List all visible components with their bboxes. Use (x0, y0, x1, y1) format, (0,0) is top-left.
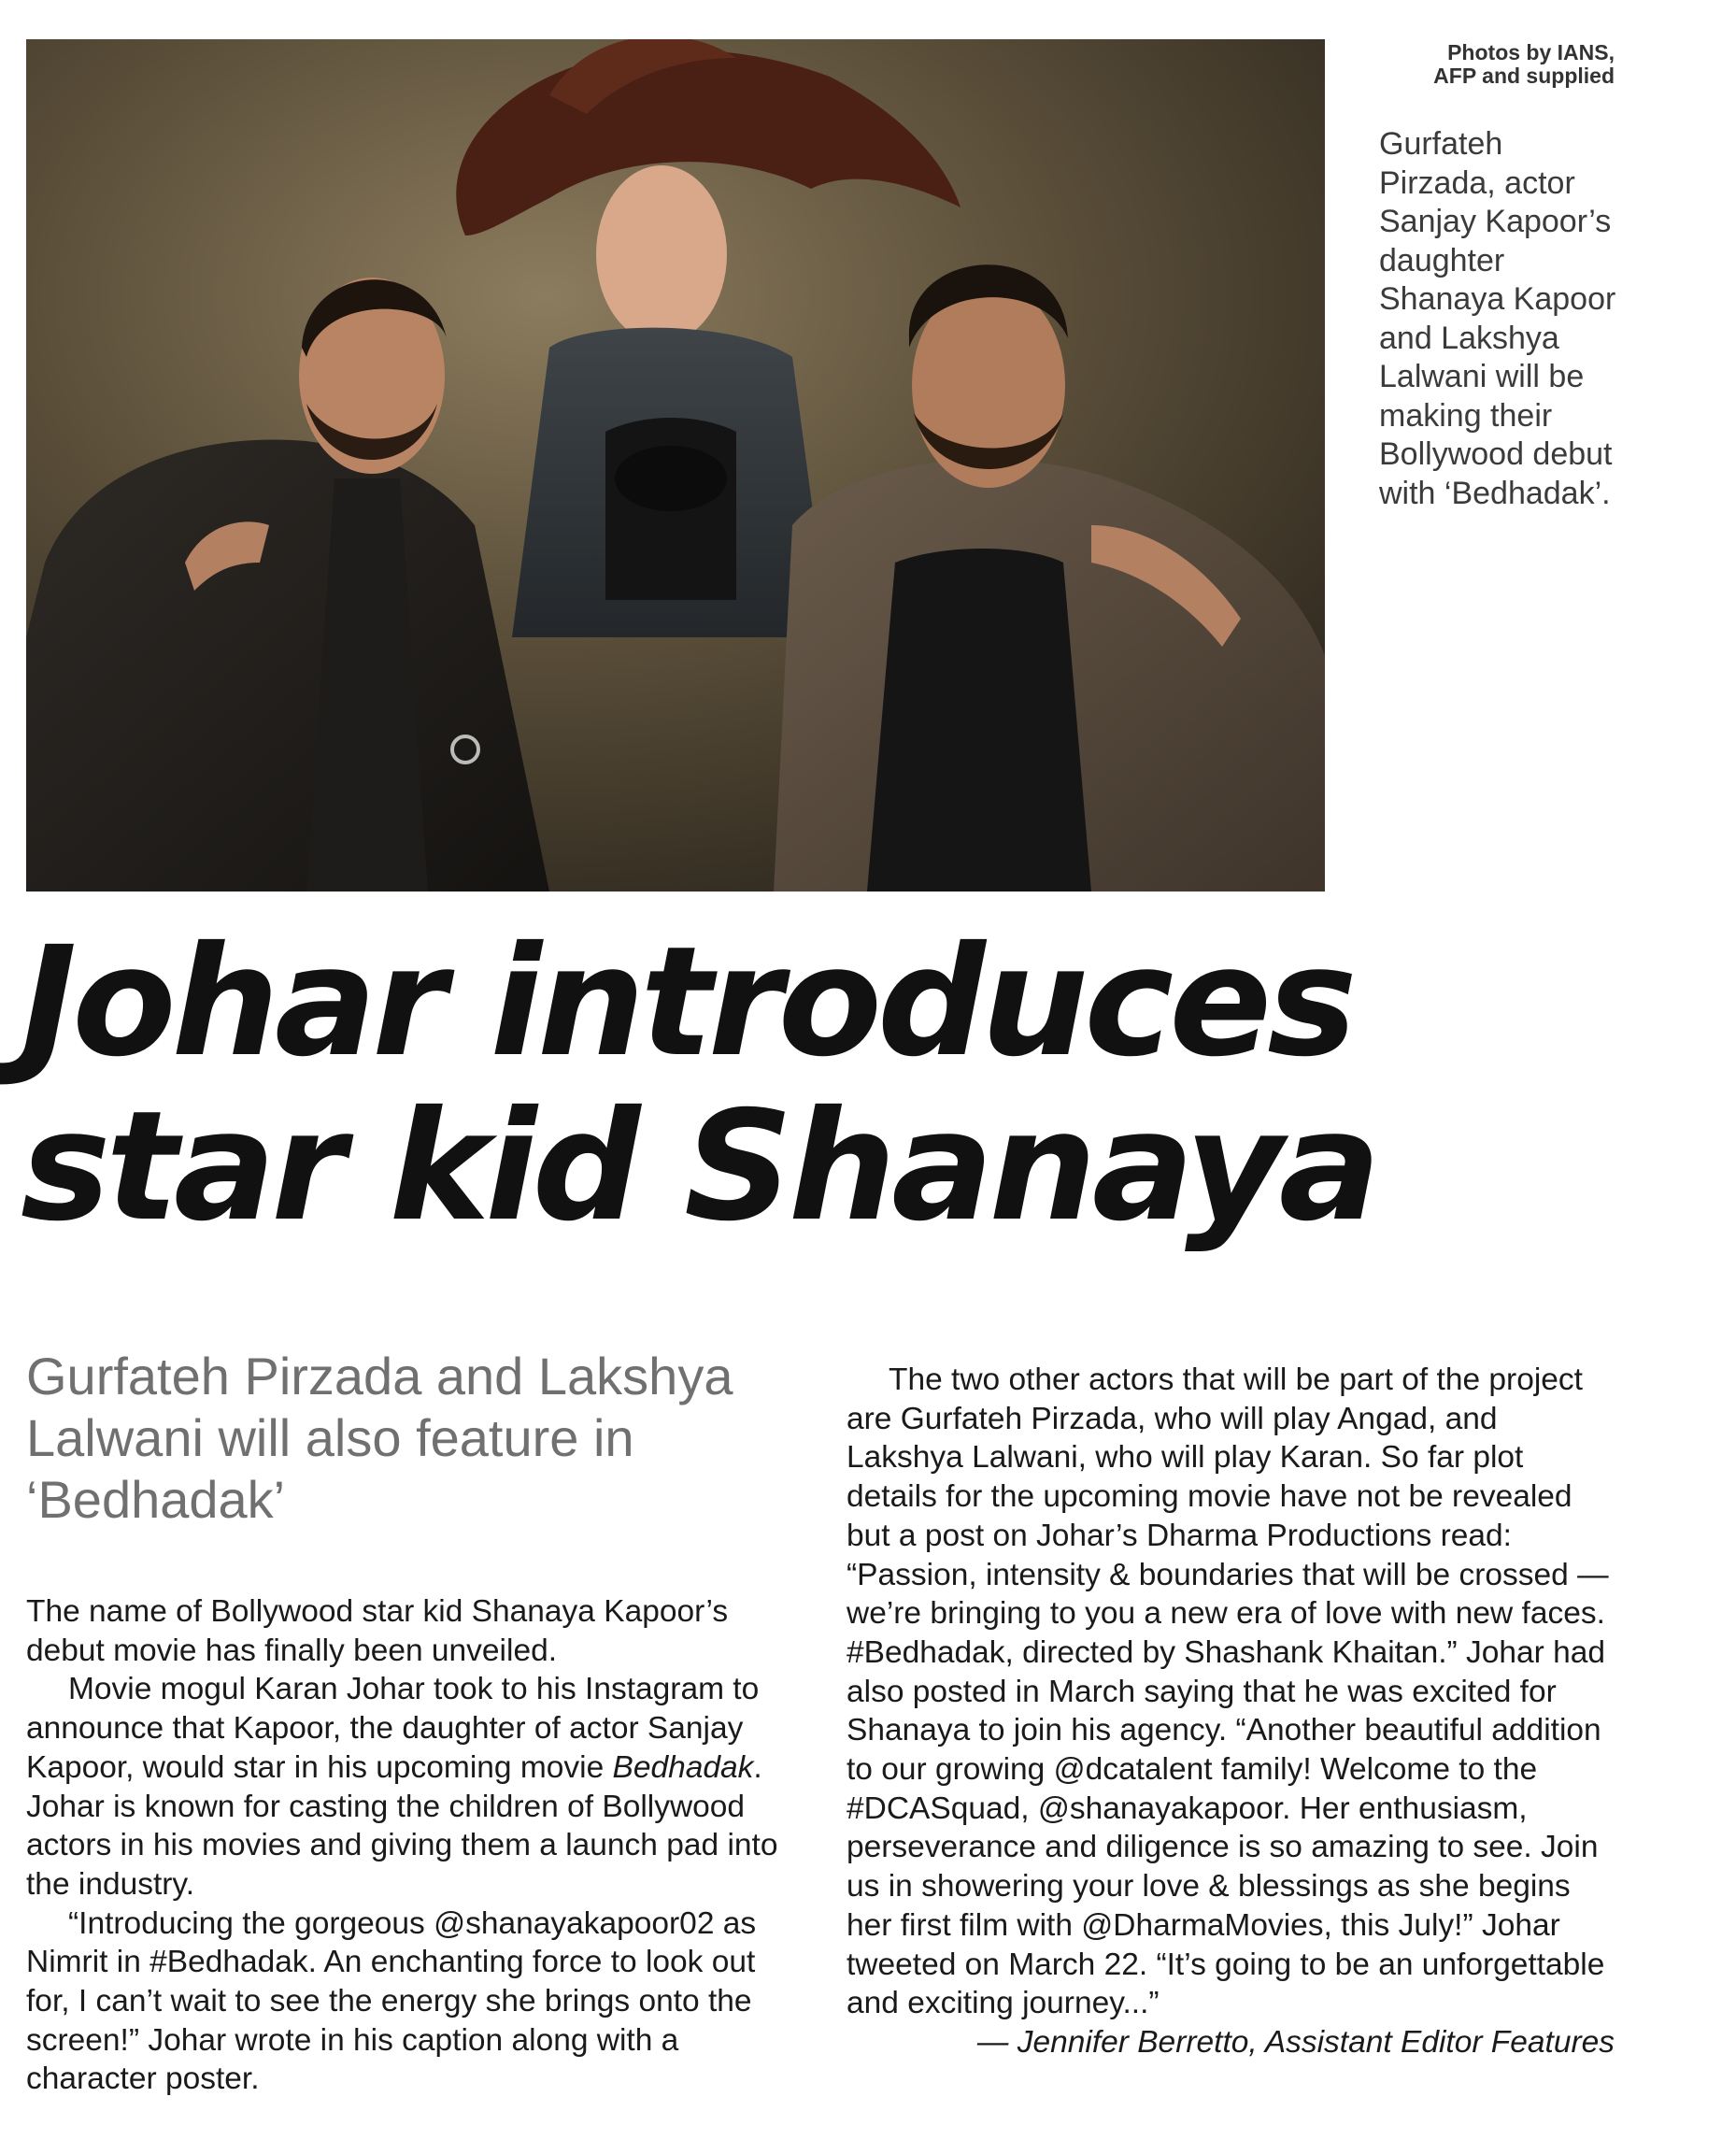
photo-caption: Gurfateh Pirzada, actor Sanjay Kapoor’s daughter Shanaya Kapoor and Lakshya Lalwani will be making their Bollywood debut with ‘Bedhadak’. (1379, 126, 1616, 511)
article-paragraph-3: “Introducing the gorgeous @shanayakapoor02 as Nimrit in #Bedhadak. An enchanting force to look out for, I can’t wait to see the energy she brings onto the screen!” Johar wrote in his caption along with a character poster. (26, 1905, 757, 2097)
article-column-2 (847, 1361, 1615, 2062)
article-paragraph-4: The two other actors that will be part of the project are Gurfateh Pirzada, who will play Angad, and Lakshya Lalwani, who will play Karan. So far plot details for the upcoming movie have not be revealed but a post on Johar’s Dharma Productions read: “Passion, intensity & boundaries that will be crossed — we’re bringing to you a new era of love with new faces. #Bedhadak, directed by Shashank Khaitan.” Johar had also posted in March saying that he was excited for Shanaya to join his agency. “Another beautiful addition to our growing @dcatalent family! Welcome to the #DCASquad, @shanayakapoor. Her enthusiasm, perseverance and diligence is so amazing to see. Join us in showering your love & blessings as she begins her first film with @DharmaMovies, this July!” Johar tweeted on March 22. “It’s going to be an unforgettable and exciting journey...” (847, 1362, 1609, 2021)
byline: — Jennifer Berretto, Assistant Editor Features (976, 2024, 1615, 2060)
paragraph-2-text-b: . Johar is known for casting the children of Bollywood actors in his movies and giving them a launch pad into the industry. (26, 1749, 778, 1902)
movie-title-italic: Bedhadak (612, 1749, 754, 1785)
photo-credit-line-1: Photos by IANS, (1447, 40, 1615, 64)
headline (21, 915, 1702, 1255)
feature-photo (26, 39, 1325, 892)
article-column-1 (26, 1592, 806, 2099)
article-paragraph-2 (26, 1670, 806, 1904)
paragraph-2-text-a: Movie mogul Karan Johar took to his Instagram to announce that Kapoor, the daughter of actor Sanjay Kapoor, would star in his upcoming movie (26, 1672, 760, 1785)
article-paragraph-1: The name of Bollywood star kid Shanaya Kapoor’s debut movie has finally been unveiled. (26, 1594, 729, 1668)
photo-credit-line-2: AFP and supplied (1433, 64, 1615, 88)
headline-line-1: Johar introduces (21, 915, 1353, 1091)
photo-illustration (26, 39, 1325, 892)
headline-line-2: star kid Shanaya (21, 1079, 1377, 1255)
subheadline: Gurfateh Pirzada and Lakshya Lalwani will also feature in ‘Bedhadak’ (26, 1347, 733, 1529)
photo-credit (1372, 41, 1615, 88)
